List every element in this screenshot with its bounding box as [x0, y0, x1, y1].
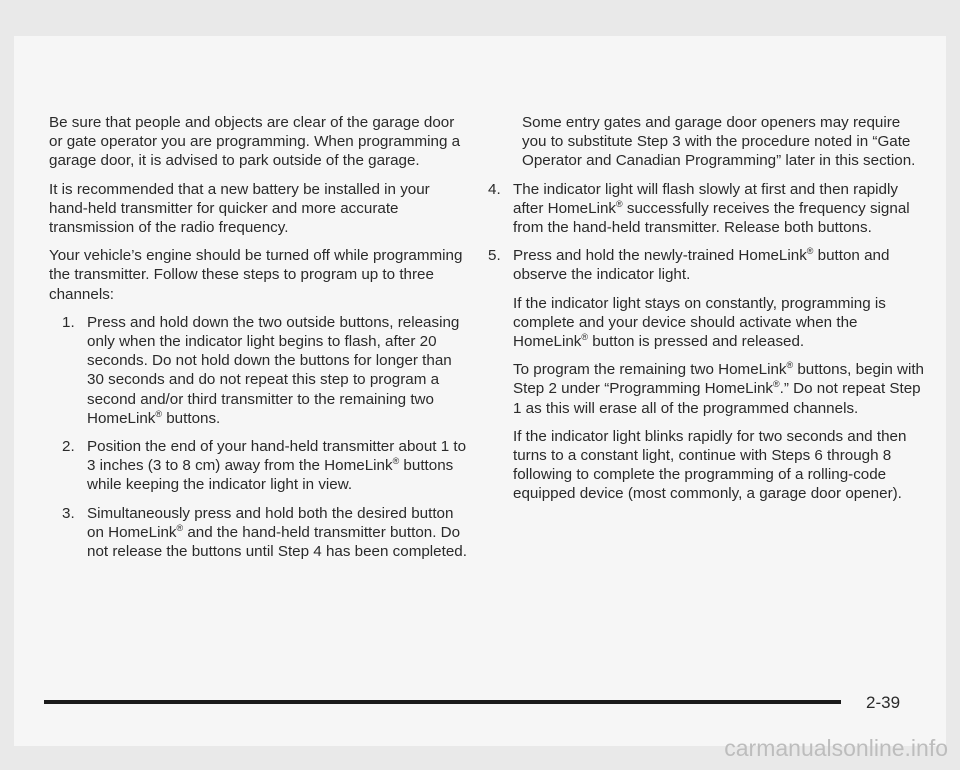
step-5 [488, 246, 925, 503]
step-4 [488, 180, 925, 238]
registered-mark: ® [581, 332, 589, 343]
left-column [49, 113, 469, 570]
step-5-text-start: Press and hold the newly-trained HomeLink [513, 247, 807, 265]
registered-mark: ® [392, 456, 400, 467]
intro-paragraph-clear-area: Be sure that people and objects are clear of the garage door or gate operator you are programming. When programming a garage door, it is advised to park outside of the garage. [49, 114, 461, 170]
step-1-number: 1. [62, 313, 75, 331]
registered-mark: ® [773, 379, 780, 390]
steps-list-right [488, 180, 925, 504]
step-5-remaining-buttons-note [513, 360, 925, 418]
intro-paragraph-battery: It is recommended that a new battery be installed in your hand-held transmitter for quicker and more accurate transmission of the radio frequency. [49, 180, 430, 237]
step-5-text [513, 246, 925, 284]
step-5-sub2-start: To program the remaining two HomeLink [513, 361, 787, 379]
step-2-text: Position the end of your hand-held transmitter about 1 to 3 inches (3 to 8 cm) away from the HomeLink [87, 438, 467, 475]
step-4-text-end: successfully receives the frequency signal from the hand-held transmitter. Release both buttons. [513, 199, 910, 237]
intro-paragraph-engine-off: Your vehicle’s engine should be turned off while programming the transmitter. Follow these steps to program up to three channels: [49, 247, 463, 303]
registered-mark: ® [806, 246, 814, 257]
registered-mark: ® [615, 198, 623, 209]
step-3-text-end: and the hand-held transmitter button. Do not release the buttons until Step 4 has been completed. [87, 523, 467, 561]
step-2 [62, 437, 469, 495]
step-5-sub1-end: button is pressed and released. [588, 333, 805, 351]
step-2-number: 2. [62, 438, 75, 456]
page-number: 2-39 [866, 693, 901, 712]
step-1-text-end: buttons. [162, 409, 221, 427]
step-1-text: Press and hold down the two outside buttons, releasing only when the indicator light begins to flash, after 20 seconds. Do not hold down the buttons for longer than 30 seconds and do not repeat this step to program a second and/or third transmitter to the remaining two HomeLink [87, 313, 460, 427]
step-4-text: The indicator light will flash slowly at first and then rapidly after HomeLink [513, 180, 898, 217]
gate-operator-note: Some entry gates and garage door openers may require you to substitute Step 3 with the procedure noted in “Gate Operator and Canadian Programming” later in this section. [522, 114, 916, 170]
step-2-text-end: buttons while keeping the indicator light in view. [87, 457, 454, 494]
right-column [488, 113, 925, 513]
step-5-blinking-light-note: If the indicator light blinks rapidly for two seconds and then turns to a constant light, continue with Steps 6 through 8 following to complete the programming of a rolling-code equipped device (most commonly, a garage door opener). [513, 427, 907, 503]
steps-list-left [62, 313, 469, 561]
watermark: carmanualsonline.info [724, 735, 948, 761]
step-1 [62, 313, 469, 428]
registered-mark: ® [176, 522, 184, 533]
step-5-sub2-middle: buttons, begin with Step 2 under “Programming HomeLink [513, 361, 925, 398]
step-5-sub2-end: .” Do not repeat Step 1 as this will erase all of the programmed channels. [513, 380, 921, 417]
step-4-number: 4. [488, 180, 501, 198]
step-5-sub1-start: If the indicator light stays on constantly, programming is complete and your device should activate when the HomeLink [513, 294, 886, 351]
registered-mark: ® [155, 408, 163, 419]
footer-rule [44, 700, 841, 704]
step-5-text-end: button and observe the indicator light. [513, 247, 890, 284]
step-5-constant-light-note [513, 294, 925, 352]
step-5-number: 5. [488, 247, 501, 265]
registered-mark: ® [786, 360, 794, 371]
step-3-number: 3. [62, 504, 75, 522]
step-3 [62, 504, 469, 562]
step-3-text: Simultaneously press and hold both the desired button on HomeLink [87, 504, 454, 541]
